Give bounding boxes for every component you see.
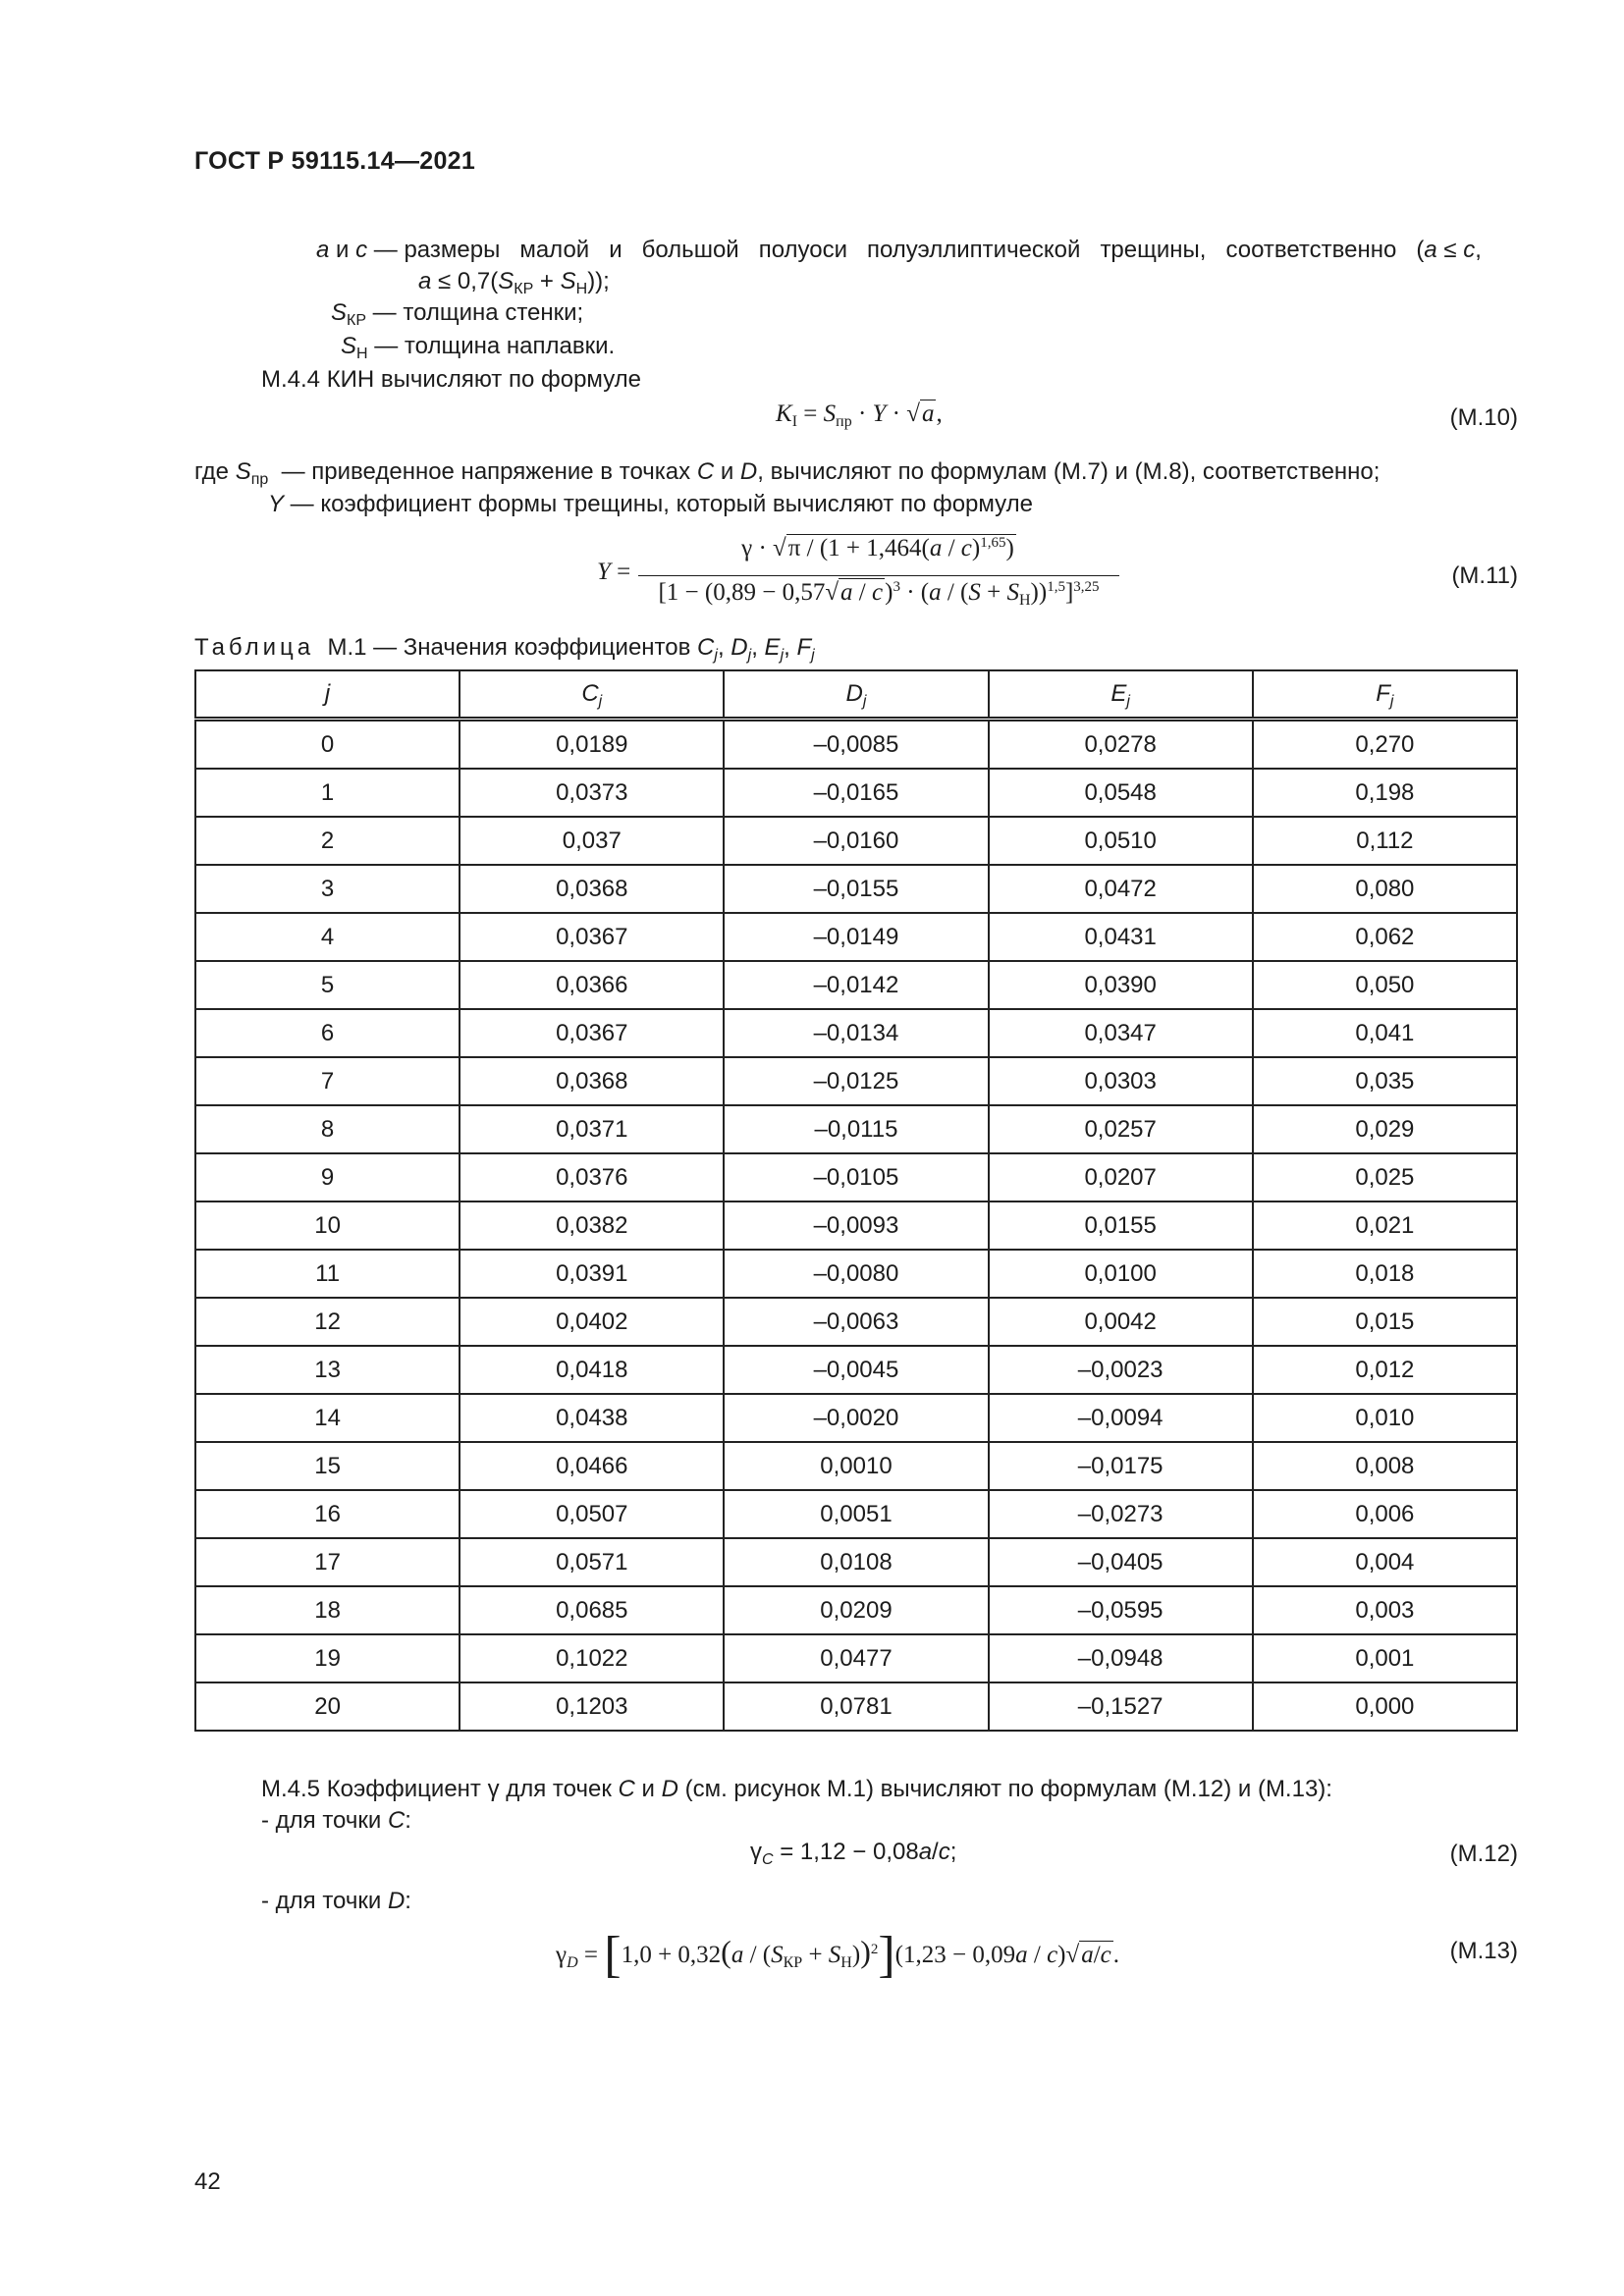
- table-cell: 0,0303: [989, 1057, 1253, 1105]
- table-cell: 0,270: [1253, 720, 1517, 770]
- table-cell: 0,0367: [460, 913, 724, 961]
- definition-a-c-cont: $а \le 0,7(S_{КР} + S_Н)$);: [418, 268, 610, 297]
- table-cell: –0,0595: [989, 1586, 1253, 1634]
- definition-a-c: а и с — размеры малой и большой полуоси полуэллиптической трещины, соответственно (а ≤ с,: [316, 237, 1482, 263]
- table-cell: 0,0367: [460, 1009, 724, 1057]
- equation-m11-numerator: γ · √π / (1 + 1,464(a / c)$^{1,65}$): [741, 535, 1014, 561]
- table-cell: 20: [195, 1682, 460, 1731]
- table-cell: –0,0093: [724, 1201, 988, 1250]
- table-cell: 0,112: [1253, 817, 1517, 865]
- table-cell: 1: [195, 769, 460, 817]
- table-cell: –0,0105: [724, 1153, 988, 1201]
- table-cell: –0,0948: [989, 1634, 1253, 1682]
- table-cell: 0,001: [1253, 1634, 1517, 1682]
- table-cell: 0,0373: [460, 769, 724, 817]
- table-cell: 0,010: [1253, 1394, 1517, 1442]
- table-row: [195, 1490, 1517, 1538]
- table-cell: 4: [195, 913, 460, 961]
- header-j: j: [195, 670, 460, 720]
- equation-m11-denominator: $[1 - (0,89 - 0,57√a / c)^3 \cdot (a / (S + S_Н))^{1,5}]^{3,25}$: [658, 579, 1100, 609]
- table-cell: 0,0382: [460, 1201, 724, 1250]
- equation-m13-number: (М.13): [1449, 1938, 1518, 1964]
- table-cell: 3: [195, 865, 460, 913]
- table-cell: 2: [195, 817, 460, 865]
- table-cell: 0,018: [1253, 1250, 1517, 1298]
- table-cell: 0,0368: [460, 1057, 724, 1105]
- table-cell: –0,0142: [724, 961, 988, 1009]
- table-cell: 0,008: [1253, 1442, 1517, 1490]
- table-cell: 13: [195, 1346, 460, 1394]
- table-header-row: [195, 670, 1517, 720]
- table-cell: 0,0368: [460, 865, 724, 913]
- table-cell: 0,0376: [460, 1153, 724, 1201]
- table-caption-label: Таблица: [194, 634, 315, 661]
- table-cell: –0,0134: [724, 1009, 988, 1057]
- table-row: [195, 1153, 1517, 1201]
- table-cell: –0,0085: [724, 720, 988, 770]
- table-cell: 0,0685: [460, 1586, 724, 1634]
- header-d: $D_j$: [724, 670, 988, 720]
- table-cell: –0,1527: [989, 1682, 1253, 1731]
- equation-m12: $\gamma_C = 1,12 - 0,08a/c$;: [750, 1839, 957, 1868]
- table-cell: 0,0042: [989, 1298, 1253, 1346]
- document-header: ГОСТ Р 59115.14—2021: [194, 147, 476, 175]
- table-cell: 0,0781: [724, 1682, 988, 1731]
- table-cell: 0,0371: [460, 1105, 724, 1153]
- equation-m12-number: (М.12): [1449, 1841, 1518, 1867]
- table-row: [195, 720, 1517, 770]
- table-body: [195, 720, 1517, 1732]
- header-e: $E_j$: [989, 670, 1253, 720]
- table-cell: 12: [195, 1298, 460, 1346]
- header-c: $C_j$: [460, 670, 724, 720]
- table-cell: 0,0391: [460, 1250, 724, 1298]
- table-cell: 0,1203: [460, 1682, 724, 1731]
- table-cell: 0,015: [1253, 1298, 1517, 1346]
- table-cell: –0,0149: [724, 913, 988, 961]
- table-caption: Таблица М.1 — Значения коэффициентов $C_j$, $D_j$, $E_j$, $F_j$: [194, 634, 815, 664]
- table-cell: 0,003: [1253, 1586, 1517, 1634]
- table-row: [195, 1057, 1517, 1105]
- table-cell: 0,0402: [460, 1298, 724, 1346]
- table-cell: 0: [195, 720, 460, 770]
- table-cell: 0,062: [1253, 913, 1517, 961]
- table-cell: 0,0100: [989, 1250, 1253, 1298]
- table-cell: –0,0115: [724, 1105, 988, 1153]
- table-cell: 18: [195, 1586, 460, 1634]
- table-cell: 19: [195, 1634, 460, 1682]
- header-f: $F_j$: [1253, 670, 1517, 720]
- table-cell: 6: [195, 1009, 460, 1057]
- equation-m11-number: (М.11): [1451, 562, 1518, 589]
- table-cell: 15: [195, 1442, 460, 1490]
- definition-y: Y — коэффициент формы трещины, который вычисляют по формуле: [268, 491, 1033, 517]
- table-cell: –0,0023: [989, 1346, 1253, 1394]
- table-row: [195, 961, 1517, 1009]
- table-cell: –0,0405: [989, 1538, 1253, 1586]
- table-cell: 0,0257: [989, 1105, 1253, 1153]
- table-cell: –0,0020: [724, 1394, 988, 1442]
- table-cell: 0,041: [1253, 1009, 1517, 1057]
- table-row: [195, 769, 1517, 817]
- table-cell: –0,0045: [724, 1346, 988, 1394]
- table-cell: –0,0155: [724, 865, 988, 913]
- table-cell: 0,0051: [724, 1490, 988, 1538]
- table-cell: –0,0273: [989, 1490, 1253, 1538]
- table-cell: 0,0390: [989, 961, 1253, 1009]
- table-cell: 0,0431: [989, 913, 1253, 961]
- table-cell: 8: [195, 1105, 460, 1153]
- table-cell: 0,012: [1253, 1346, 1517, 1394]
- table-cell: 0,021: [1253, 1201, 1517, 1250]
- table-cell: 0,0347: [989, 1009, 1253, 1057]
- table-cell: 0,0477: [724, 1634, 988, 1682]
- table-cell: 5: [195, 961, 460, 1009]
- table-cell: 0,0438: [460, 1394, 724, 1442]
- table-row: [195, 1538, 1517, 1586]
- table-cell: –0,0063: [724, 1298, 988, 1346]
- equation-m10: $K_I = S_{пр} \cdot Y \cdot √a$,: [776, 400, 943, 430]
- paragraph-m44: М.4.4 КИН вычисляют по формуле: [261, 366, 642, 393]
- table-row: [195, 1586, 1517, 1634]
- table-cell: 0,006: [1253, 1490, 1517, 1538]
- table-cell: 0,0472: [989, 865, 1253, 913]
- table-row: [195, 1201, 1517, 1250]
- definition-s-kp: $S_{КР}$ — толщина стенки;: [331, 299, 584, 329]
- for-point-c: - для точки C:: [261, 1807, 411, 1834]
- table-row: [195, 865, 1517, 913]
- table-cell: 0,198: [1253, 769, 1517, 817]
- table-cell: 9: [195, 1153, 460, 1201]
- table-row: [195, 1250, 1517, 1298]
- table-cell: 7: [195, 1057, 460, 1105]
- table-cell: –0,0094: [989, 1394, 1253, 1442]
- table-cell: –0,0160: [724, 817, 988, 865]
- table-cell: 11: [195, 1250, 460, 1298]
- table-cell: 0,0189: [460, 720, 724, 770]
- table-cell: 17: [195, 1538, 460, 1586]
- for-point-d: - для точки D:: [261, 1888, 411, 1914]
- table-cell: 0,0510: [989, 817, 1253, 865]
- table-cell: 14: [195, 1394, 460, 1442]
- table-cell: 0,004: [1253, 1538, 1517, 1586]
- table-cell: 0,0418: [460, 1346, 724, 1394]
- page-number: 42: [194, 2168, 221, 2195]
- table-row: [195, 1682, 1517, 1731]
- coefficients-table: [194, 669, 1518, 1732]
- table-cell: 0,0010: [724, 1442, 988, 1490]
- table-cell: –0,0080: [724, 1250, 988, 1298]
- table-cell: 0,0278: [989, 720, 1253, 770]
- table-cell: 0,0209: [724, 1586, 988, 1634]
- definition-s-pr: где $S_{пр}$ — приведенное напряжение в точках C и D, вычисляют по формулам (М.7) и (М.8), соответственно;: [194, 458, 1380, 488]
- table-cell: 0,025: [1253, 1153, 1517, 1201]
- table-cell: –0,0125: [724, 1057, 988, 1105]
- table-row: [195, 1298, 1517, 1346]
- table-row: [195, 1346, 1517, 1394]
- table-cell: 0,0571: [460, 1538, 724, 1586]
- table-row: [195, 1394, 1517, 1442]
- table-cell: 0,0108: [724, 1538, 988, 1586]
- table-cell: 0,050: [1253, 961, 1517, 1009]
- table-cell: 0,0466: [460, 1442, 724, 1490]
- table-cell: –0,0165: [724, 769, 988, 817]
- equation-m10-number: (М.10): [1449, 404, 1518, 431]
- table-cell: 10: [195, 1201, 460, 1250]
- equation-m11-lhs: Y =: [597, 559, 631, 585]
- table-row: [195, 1009, 1517, 1057]
- table-row: [195, 817, 1517, 865]
- table-cell: 0,037: [460, 817, 724, 865]
- table-cell: 0,0366: [460, 961, 724, 1009]
- table-row: [195, 1105, 1517, 1153]
- table-cell: 0,0207: [989, 1153, 1253, 1201]
- table-cell: 0,0155: [989, 1201, 1253, 1250]
- table-cell: 0,000: [1253, 1682, 1517, 1731]
- table-cell: 0,035: [1253, 1057, 1517, 1105]
- paragraph-m45: М.4.5 Коэффициент γ для точек C и D (см. рисунок М.1) вычисляют по формулам (М.12) и (М.13):: [261, 1776, 1332, 1802]
- table-cell: 0,029: [1253, 1105, 1517, 1153]
- table-cell: –0,0175: [989, 1442, 1253, 1490]
- table-cell: 0,0548: [989, 769, 1253, 817]
- table-cell: 0,080: [1253, 865, 1517, 913]
- table-row: [195, 1634, 1517, 1682]
- equation-m13: $\gamma_D = [1,0 + 0,32(a / (S_{КР} + S_Н))^2](1,23 - 0,09a / c)√a/c$.: [556, 1927, 1120, 1983]
- definition-s-h: $S_Н$ — толщина наплавки.: [341, 333, 616, 362]
- table-row: [195, 1442, 1517, 1490]
- table-row: [195, 913, 1517, 961]
- table-cell: 16: [195, 1490, 460, 1538]
- equation-m11-fraction-line: [638, 575, 1119, 576]
- table-cell: 0,0507: [460, 1490, 724, 1538]
- table-cell: 0,1022: [460, 1634, 724, 1682]
